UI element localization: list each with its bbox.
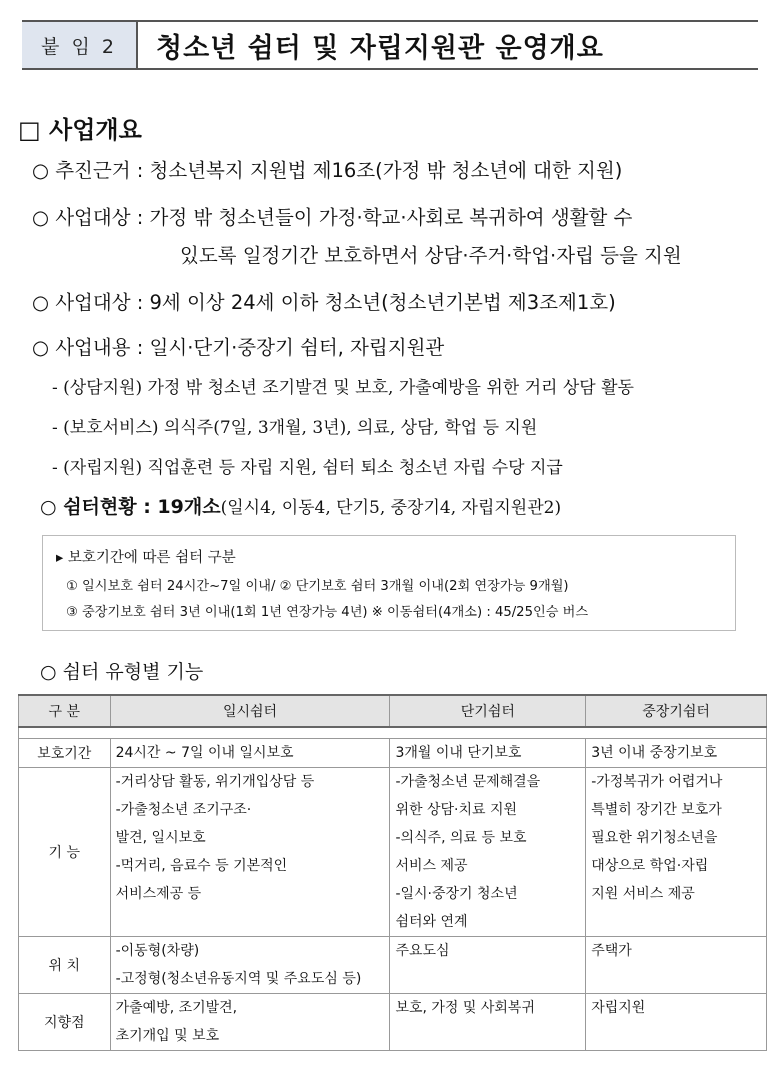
table-cell <box>110 937 390 994</box>
cell-line: 서비스제공 등 <box>115 886 202 902</box>
cell-line: -거리상담 활동, 위기개입상담 등 <box>115 774 315 790</box>
box-line-2: ③ 중장기보호 쉼터 3년 이내(1회 1년 연장가능 4년) ※ 이동쉼터(4개소) : 45/25인승 버스 <box>66 605 589 620</box>
cell-line: -이동형(차량) <box>115 943 200 959</box>
cell-line: 지원 서비스 제공 <box>591 886 695 902</box>
cell-line: -가출청소년 문제해결을 <box>395 774 541 790</box>
cell-line: 필요한 위기청소년을 <box>591 830 718 846</box>
shelter-function-table <box>18 694 767 1051</box>
cell-line: -의식주, 의료 등 보호 <box>395 830 527 846</box>
table-cell <box>110 768 390 937</box>
cell-line: 주택가 <box>591 943 632 959</box>
table-cell <box>586 937 767 994</box>
shelter-status-label: ○ 쉼터현황 : 19개소 <box>40 496 221 518</box>
cell-line: 24시간 ~ 7일 이내 일시보호 <box>115 745 294 761</box>
cell-line: 3개월 이내 단기보호 <box>395 745 522 761</box>
table-header-cell: 단기쉼터 <box>390 695 586 727</box>
attachment-badge: 붙 임 2 <box>22 22 138 68</box>
function-heading: ○ 쉼터 유형별 기능 <box>40 661 204 683</box>
cell-line: 주요도심 <box>395 943 450 959</box>
cell-line: -먹거리, 음료수 등 기본적인 <box>115 858 288 874</box>
table-cell <box>390 739 586 768</box>
section-title: □ 사업개요 <box>18 116 142 144</box>
table-row <box>19 739 767 768</box>
cell-line: -가출청소년 조기구조· <box>115 802 252 818</box>
bullet-target-2: ○ 사업대상 : 9세 이상 24세 이하 청소년(청소년기본법 제3조제1호) <box>32 291 616 314</box>
shelter-status <box>40 492 561 519</box>
table-header-cell: 중장기쉼터 <box>586 695 767 727</box>
subitem-protection: - (보호서비스) 의식주(7일, 3개월, 3년), 의료, 상담, 학업 등 지원 <box>52 418 538 438</box>
bullet-target-1-cont: 있도록 일정기간 보호하면서 상담·주거·학업·자립 등을 지원 <box>180 244 682 267</box>
cell-line: 대상으로 학업·자립 <box>591 858 709 874</box>
cell-line: 쉼터와 연계 <box>395 914 468 930</box>
row-label: 보호기간 <box>19 739 111 768</box>
table-cell <box>586 768 767 937</box>
cell-line: -고정형(청소년유동지역 및 주요도심 등) <box>115 971 362 987</box>
row-label: 기 능 <box>19 768 111 937</box>
cell-line: 자립지원 <box>591 1000 646 1016</box>
subitem-counseling: - (상담지원) 가정 밖 청소년 조기발견 및 보호, 가출예방을 위한 거리 상담 활동 <box>52 378 634 398</box>
table-cell <box>110 994 390 1051</box>
table-row <box>19 937 767 994</box>
cell-line: 위한 상담·치료 지원 <box>395 802 517 818</box>
bullet-content: ○ 사업내용 : 일시·단기·중장기 쉼터, 자립지원관 <box>32 336 445 359</box>
table-header-cell: 구 분 <box>19 695 111 727</box>
row-label: 위 치 <box>19 937 111 994</box>
table-cell <box>110 739 390 768</box>
cell-line: 특별히 장기간 보호가 <box>591 802 722 818</box>
shelter-status-detail: (일시4, 이동4, 단기5, 중장기4, 자립지원관2) <box>220 498 562 518</box>
box-heading: ▸ 보호기간에 따른 쉼터 구분 <box>56 550 236 566</box>
cell-line: -일시·중장기 청소년 <box>395 886 518 902</box>
header-bottom-rule <box>22 68 758 70</box>
subitem-independence: - (자립지원) 직업훈련 등 자립 지원, 쉼터 퇴소 청소년 자립 수당 지급 <box>52 458 563 478</box>
table-cell <box>586 994 767 1051</box>
table-spacer-row <box>19 727 767 739</box>
bullet-legal-basis: ○ 추진근거 : 청소년복지 지원법 제16조(가정 밖 청소년에 대한 지원) <box>32 159 623 182</box>
cell-line: 발견, 일시보호 <box>115 830 206 846</box>
bullet-target-1: ○ 사업대상 : 가정 밖 청소년들이 가정·학교·사회로 복귀하여 생활할 수 <box>32 206 633 229</box>
cell-line: 서비스 제공 <box>395 858 468 874</box>
box-line-1: ① 일시보호 쉼터 24시간~7일 이내/ ② 단기보호 쉼터 3개월 이내(2회 연장가능 9개월) <box>66 579 569 594</box>
table-cell <box>390 937 586 994</box>
cell-line: -가정복귀가 어렵거나 <box>591 774 723 790</box>
row-label: 지향점 <box>19 994 111 1051</box>
cell-line: 가출예방, 조기발견, <box>115 1000 238 1016</box>
table-row <box>19 994 767 1051</box>
cell-line: 3년 이내 중장기보호 <box>591 745 718 761</box>
table-cell <box>586 739 767 768</box>
table-row <box>19 768 767 937</box>
cell-line: 초기개입 및 보호 <box>115 1028 220 1044</box>
table-cell <box>390 994 586 1051</box>
cell-line: 보호, 가정 및 사회복귀 <box>395 1000 535 1016</box>
page-title: 청소년 쉼터 및 자립지원관 운영개요 <box>156 32 604 64</box>
table-cell <box>390 768 586 937</box>
table-header-cell: 일시쉼터 <box>110 695 390 727</box>
table-header-row <box>19 695 767 727</box>
